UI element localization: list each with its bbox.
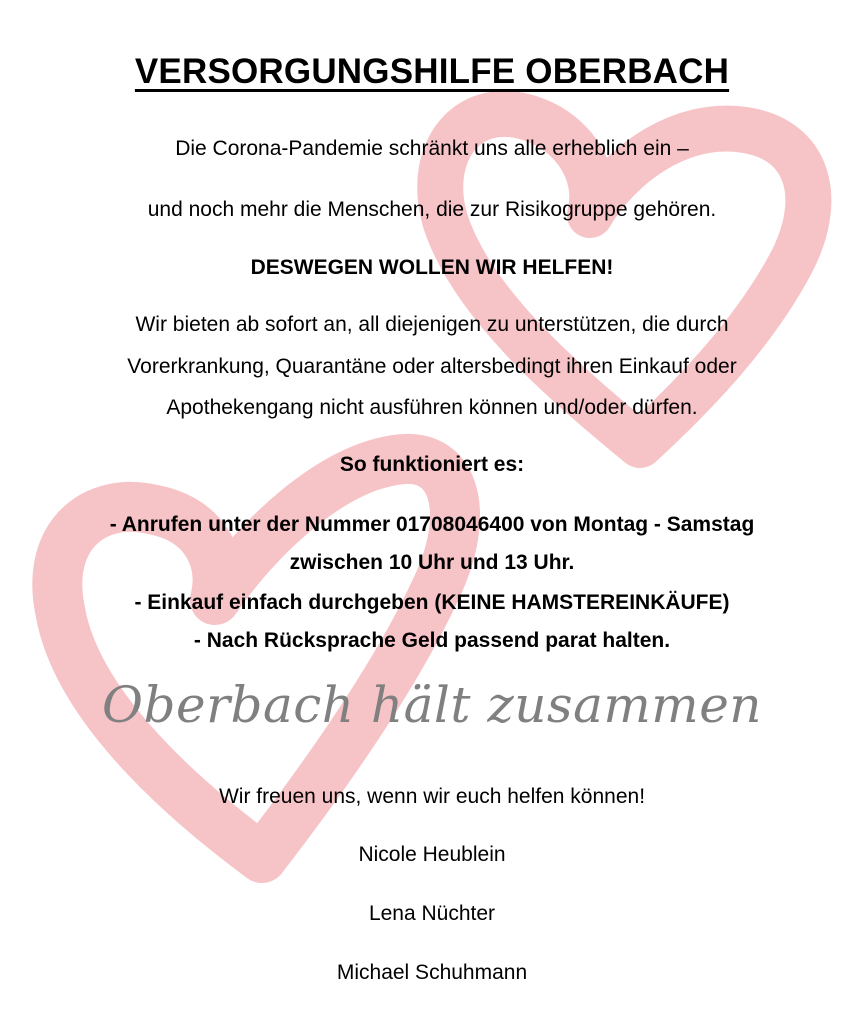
- slogan: Oberbach hält zusammen: [101, 676, 763, 734]
- signature-name: Michael Schuhmann: [336, 961, 528, 984]
- how-title: So funktioniert es:: [339, 453, 525, 476]
- offer-line: Vorerkrankung, Quarantäne oder altersbedingt ihren Einkauf oder: [127, 355, 737, 378]
- step-line: - Nach Rücksprache Geld passend parat halten.: [193, 629, 671, 652]
- intro-line: und noch mehr die Menschen, die zur Risikogruppe gehören.: [147, 198, 717, 221]
- step-line: - Anrufen unter der Nummer 01708046400 von Montag - Samstag: [109, 513, 755, 536]
- intro-line: Die Corona-Pandemie schränkt uns alle erheblich ein –: [175, 137, 689, 160]
- closing-text: Wir freuen uns, wenn wir euch helfen können!: [218, 785, 646, 808]
- offer-line: Wir bieten ab sofort an, all diejenigen zu unterstützen, die durch: [135, 313, 729, 336]
- page-title: VERSORGUNGSHILFE OBERBACH: [134, 52, 730, 91]
- offer-line: Apothekengang nicht ausführen können und/oder dürfen.: [166, 396, 698, 419]
- step-line: - Einkauf einfach durchgeben (KEINE HAMSTEREINKÄUFE): [134, 591, 730, 614]
- step-line: zwischen 10 Uhr und 13 Uhr.: [289, 551, 575, 574]
- signature-name: Lena Nüchter: [368, 902, 496, 925]
- headline: DESWEGEN WOLLEN WIR HELFEN!: [250, 256, 614, 279]
- signature-name: Nicole Heublein: [358, 843, 506, 866]
